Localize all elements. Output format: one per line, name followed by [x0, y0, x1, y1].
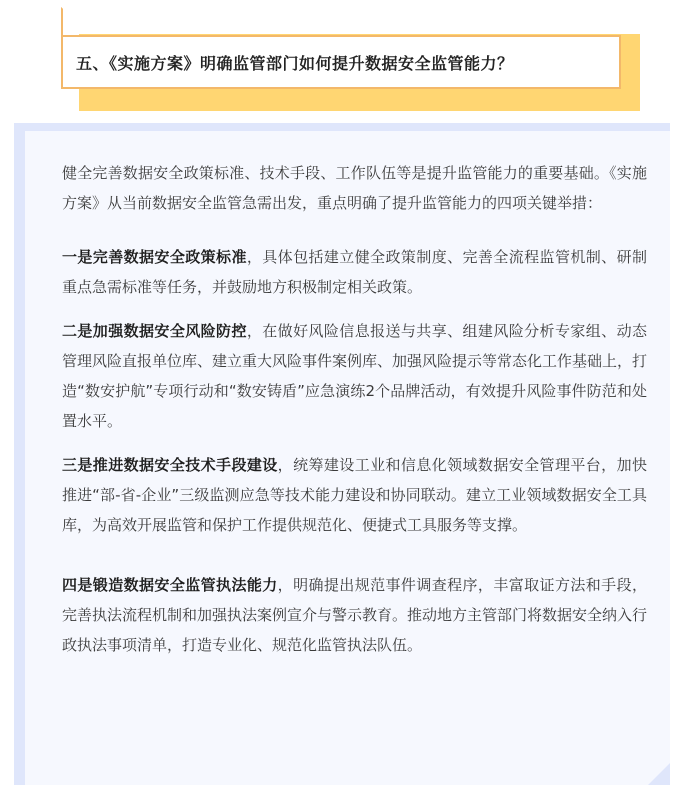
measure-1-lead: 一是完善数据安全政策标准 [62, 248, 247, 266]
measure-paragraph-4 [62, 570, 647, 660]
article-body [62, 158, 647, 660]
measure-2-lead: 二是加强数据安全风险防控 [62, 322, 247, 340]
measure-4-lead: 四是锻造数据安全监管执法能力 [62, 576, 278, 594]
measure-1-text: ，具体包括建立健全政策制度、完善全流程监管机制、研制重点急需标准等任务，并鼓励地方积极制定相关政策。 [62, 248, 647, 296]
section-heading [61, 7, 641, 111]
heading-card [61, 35, 621, 89]
heading-title: 五、《实施方案》明确监管部门如何提升数据安全监管能力？ [76, 53, 514, 73]
heading-corner-fold [61, 7, 89, 35]
measure-3-text: ，统筹建设工业和信息化领域数据安全管理平台，加快推进“部-省-企业”三级监测应急等技术能力建设和协同联动。建立工业领域数据安全工具库，为高效开展监管和保护工作提供规范化、便捷式工具服务等支撑。 [62, 456, 647, 534]
measure-4-text: ，明确提出规范事件调查程序，丰富取证方法和手段，完善执法流程机制和加强执法案例宣介与警示教育。推动地方主管部门将数据安全纳入行政执法事项清单，打造专业化、规范化监管执法队伍。 [62, 576, 648, 654]
measure-paragraph-3 [62, 450, 647, 540]
measure-paragraph-2 [62, 316, 647, 436]
measure-paragraph-1 [62, 242, 647, 302]
content-corner-fold [648, 763, 670, 785]
measure-2-text: ，在做好风险信息报送与共享、组建风险分析专家组、动态管理风险直报单位库、建立重大风险事件案例库、加强风险提示等常态化工作基础上，打造“数安护航”专项行动和“数安铸盾”应急演练2个品牌活动，有效提升风险事件防范和处置水平。 [62, 322, 648, 430]
measure-3-lead: 三是推进数据安全技术手段建设 [62, 456, 278, 474]
intro-paragraph: 健全完善数据安全政策标准、技术手段、工作队伍等是提升监管能力的重要基础。《实施方案》从当前数据安全监管急需出发，重点明确了提升监管能力的四项关键举措： [62, 164, 647, 212]
